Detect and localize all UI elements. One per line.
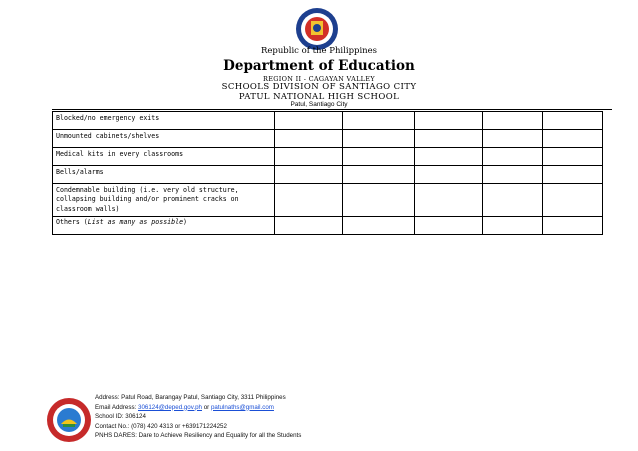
hazard-item: Condemnable building (i.e. very old structure, collapsing building and/or prominent cracks on classroom walls) [53,184,275,217]
republic-line: Republic of the Philippines [260,46,378,56]
check-cell[interactable] [275,130,343,148]
hazard-item-others [53,216,275,234]
check-cell[interactable] [275,148,343,166]
check-cell[interactable] [343,184,415,217]
check-cell[interactable] [543,216,603,234]
check-cell[interactable] [543,184,603,217]
email-link-gmail[interactable]: patulnaths@gmail.com [210,403,274,411]
check-cell[interactable] [343,166,415,184]
school-logo-icon [46,397,92,443]
hazard-item: Unmounted cabinets/shelves [53,130,275,148]
others-suffix: ) [183,218,188,226]
check-cell[interactable] [415,130,483,148]
table-row [53,184,603,217]
table-row [53,112,603,130]
check-cell[interactable] [483,184,543,217]
check-cell[interactable] [415,166,483,184]
check-cell[interactable] [543,166,603,184]
check-cell[interactable] [343,148,415,166]
document-header [0,0,638,110]
footer-contact: Contact No.: (078) 420 4313 or +639171224252 [95,422,227,430]
check-cell[interactable] [275,184,343,217]
header-divider [52,109,612,110]
school-location: Patul, Santiago City [290,101,348,108]
footer-address: Address: Patul Road, Barangay Patul, Santiago City, 3311 Philippines [95,394,286,401]
check-cell[interactable] [415,112,483,130]
department-title: Department of Education [223,58,415,74]
school-name: PATUL NATIONAL HIGH SCHOOL [238,92,400,102]
footer-school-id: School ID: 306124 [95,413,146,421]
check-cell[interactable] [483,166,543,184]
email-link-deped[interactable]: 306124@deped.gov.ph [138,403,202,411]
region-line: REGION II - CAGAYAN VALLEY [263,75,375,83]
check-cell[interactable] [415,216,483,234]
check-cell[interactable] [483,112,543,130]
others-prefix: Others ( [56,218,88,226]
document-footer [0,385,638,451]
check-cell[interactable] [543,148,603,166]
check-cell[interactable] [275,112,343,130]
check-cell[interactable] [343,112,415,130]
table-row [53,216,603,234]
footer-motto: PNHS DARES: Dare to Achieve Resiliency and Equality for all the Students [95,432,302,440]
footer-email-line [95,403,301,413]
check-cell[interactable] [415,148,483,166]
division-line: SCHOOLS DIVISION OF SANTIAGO CITY [221,82,417,92]
hazard-item: Bells/alarms [53,166,275,184]
footer-contact-block [95,393,301,441]
check-cell[interactable] [275,216,343,234]
hazard-item: Blocked/no emergency exits [53,112,275,130]
email-label: Email Address: [95,403,138,411]
hazard-item: Medical kits in every classrooms [53,148,275,166]
check-cell[interactable] [275,166,343,184]
table-row [53,148,603,166]
table-row [53,166,603,184]
check-cell[interactable] [483,148,543,166]
email-or: or [201,403,211,411]
check-cell[interactable] [483,216,543,234]
others-instruction: List as many as possible [87,218,184,226]
check-cell[interactable] [415,184,483,217]
table-row [53,130,603,148]
check-cell[interactable] [543,130,603,148]
hazard-checklist-table [52,111,603,235]
check-cell[interactable] [343,130,415,148]
check-cell[interactable] [543,112,603,130]
check-cell[interactable] [483,130,543,148]
check-cell[interactable] [343,216,415,234]
